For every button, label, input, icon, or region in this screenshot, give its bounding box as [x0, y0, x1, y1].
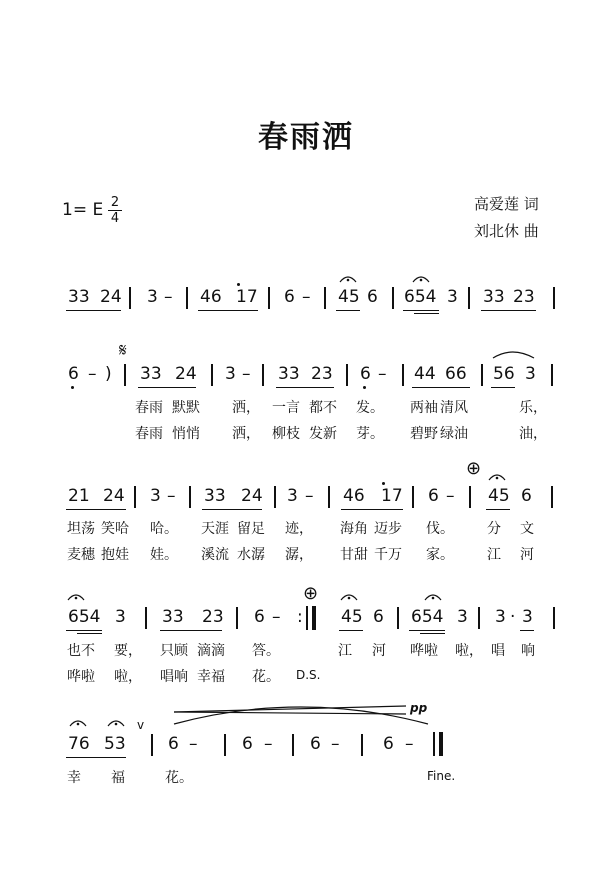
lyric: 答。 [252, 643, 280, 659]
ds-marking: D.S. [296, 668, 321, 682]
note-group: 45 [488, 486, 510, 506]
note: 6 [242, 734, 253, 754]
tie-arc [174, 707, 428, 724]
sustain-dash: – [264, 734, 273, 754]
note-group: 17 [381, 486, 403, 506]
note-group: 24 [100, 287, 122, 307]
sustain-dash: – [242, 364, 251, 384]
lyric: 唱 [491, 643, 505, 659]
note-group: 21 [68, 486, 90, 506]
note: 6 [168, 734, 179, 754]
note: 6 [68, 364, 79, 384]
time-signature-top: 2 [110, 195, 120, 210]
lyric: 娃。 [150, 547, 178, 563]
note: 6 [428, 486, 439, 506]
lyric: 啦， [114, 669, 142, 685]
lyric: 留足 [237, 521, 265, 537]
lyric: 滴滴 [197, 643, 225, 659]
lyric: 福 [111, 770, 125, 786]
note: 3 [525, 364, 536, 384]
lyricist-credit: 高爱莲 词 [474, 195, 539, 213]
slur-arc [493, 352, 534, 358]
note: 6 [383, 734, 394, 754]
fine-marking: Fine. [427, 769, 456, 783]
note-group: 33 [483, 287, 505, 307]
dot-mark: · [510, 607, 516, 627]
lyric: 潺， [285, 547, 313, 563]
note-group: 33 [68, 287, 90, 307]
lyric: 洒， [232, 400, 260, 416]
lyric: 迈步 [374, 521, 402, 537]
lyric: 甘甜 [340, 547, 368, 563]
lyric: 抱娃 [101, 547, 129, 563]
note-group: 23 [311, 364, 333, 384]
sustain-dash: – [272, 607, 281, 627]
note: 6 [521, 486, 532, 506]
lyric: 清风 [440, 400, 468, 416]
lyric: 水潺 [237, 547, 265, 563]
note-group: 45 [338, 287, 360, 307]
lyric: 千万 [374, 547, 402, 563]
note-group: 24 [175, 364, 197, 384]
lyric: 发新 [309, 426, 337, 442]
segno-sign: 𝄋 [119, 340, 127, 361]
sustain-dash: – [189, 734, 198, 754]
lyric: 坦荡 [67, 521, 95, 537]
sustain-dash: – [164, 287, 173, 307]
note-group: 53 [104, 734, 126, 754]
note-group: 66 [445, 364, 467, 384]
lyric: 发。 [356, 400, 384, 416]
coda-sign: ⊕ [303, 583, 319, 604]
note: 3 [150, 486, 161, 506]
note-group: 56 [493, 364, 515, 384]
note-group: 23 [202, 607, 224, 627]
sustain-dash: – [378, 364, 387, 384]
lyric: 家。 [426, 547, 454, 563]
lyric: 江 [338, 643, 352, 659]
lyric: 河 [372, 643, 386, 659]
note-group: 654 [68, 607, 101, 627]
lyric: 天涯 [201, 521, 229, 537]
note: 3 [287, 486, 298, 506]
note: 3 [225, 364, 236, 384]
lyric: 芽。 [356, 426, 384, 442]
sustain-dash: – [405, 734, 414, 754]
lyric: 洒， [232, 426, 260, 442]
song-title: 春雨洒 [258, 120, 354, 155]
lyric: 文 [520, 521, 534, 537]
note-group: 33 [162, 607, 184, 627]
lyric: 绿油 [440, 426, 468, 442]
lyric: 江 [487, 547, 501, 563]
breath-mark: v [137, 718, 145, 732]
note-group: 17 [236, 287, 258, 307]
lyric: 都不 [309, 400, 337, 416]
note: 6 [254, 607, 265, 627]
note-group: 654 [404, 287, 437, 307]
lyric: 溪流 [201, 547, 229, 563]
lyric: 只顾 [160, 643, 188, 659]
note: 6 [310, 734, 321, 754]
lyric: 碧野 [410, 426, 438, 442]
sustain-dash: – [305, 486, 314, 506]
coda-sign: ⊕ [466, 458, 482, 479]
time-signature-bottom: 4 [110, 211, 120, 226]
note: 6 [360, 364, 371, 384]
lyric: 河 [520, 547, 534, 563]
lyric: 海角 [340, 521, 368, 537]
note: 6 [367, 287, 378, 307]
sustain-dash: – [446, 486, 455, 506]
note: 3 [457, 607, 468, 627]
lyric: 春雨 [135, 426, 163, 442]
note-group: 46 [343, 486, 365, 506]
note-group: 24 [103, 486, 125, 506]
lyric: 悄悄 [172, 426, 200, 442]
lyric: 伐。 [426, 521, 454, 537]
lyric: 花。 [165, 770, 193, 786]
note-group: 33 [204, 486, 226, 506]
lyric: 哗啦 [410, 643, 438, 659]
lyric: 哈。 [150, 521, 178, 537]
sustain-dash: – [331, 734, 340, 754]
lyric: 幸 [67, 770, 81, 786]
note: 3 [447, 287, 458, 307]
lyric: 要， [114, 643, 142, 659]
lyric: 幸福 [197, 669, 225, 685]
note-group: 33 [278, 364, 300, 384]
close-paren: ) [105, 364, 112, 384]
lyric: 响 [521, 643, 535, 659]
dynamic-pp: pp [410, 701, 428, 715]
lyric: 唱响 [160, 669, 188, 685]
sustain-dash: – [302, 287, 311, 307]
lyric: 哗啦 [67, 669, 95, 685]
lyric: 两袖 [410, 400, 438, 416]
sustain-dash: – [167, 486, 176, 506]
lyric: 柳枝 [272, 426, 300, 442]
lyric: 油， [519, 426, 547, 442]
lyric: 麦穗 [67, 547, 95, 563]
lyric: 一言 [272, 400, 300, 416]
repeat-dots: : [297, 607, 303, 627]
note: 3 [147, 287, 158, 307]
note-group: 23 [513, 287, 535, 307]
key-signature: 1= E [62, 200, 104, 220]
note: 3 [115, 607, 126, 627]
lyric: 笑哈 [101, 521, 129, 537]
lyric: 也不 [67, 643, 95, 659]
lyric: 迹， [285, 521, 313, 537]
note: 6 [284, 287, 295, 307]
lyric: 乐， [519, 400, 547, 416]
composer-credit: 刘北休 曲 [474, 222, 539, 240]
note-group: 44 [414, 364, 436, 384]
note: 3 [495, 607, 506, 627]
lyric: 默默 [172, 400, 200, 416]
lyric: 花。 [252, 669, 280, 685]
lyric: 春雨 [135, 400, 163, 416]
note-group: 33 [140, 364, 162, 384]
note-group: 46 [200, 287, 222, 307]
lyric: 啦， [455, 643, 483, 659]
note: 3 [522, 607, 533, 627]
note: 6 [373, 607, 384, 627]
note-group: 76 [68, 734, 90, 754]
note-group: 45 [341, 607, 363, 627]
lyric: 分 [487, 521, 501, 537]
note-group: 654 [411, 607, 444, 627]
note-group: 24 [241, 486, 263, 506]
sustain-dash: – [88, 364, 97, 384]
